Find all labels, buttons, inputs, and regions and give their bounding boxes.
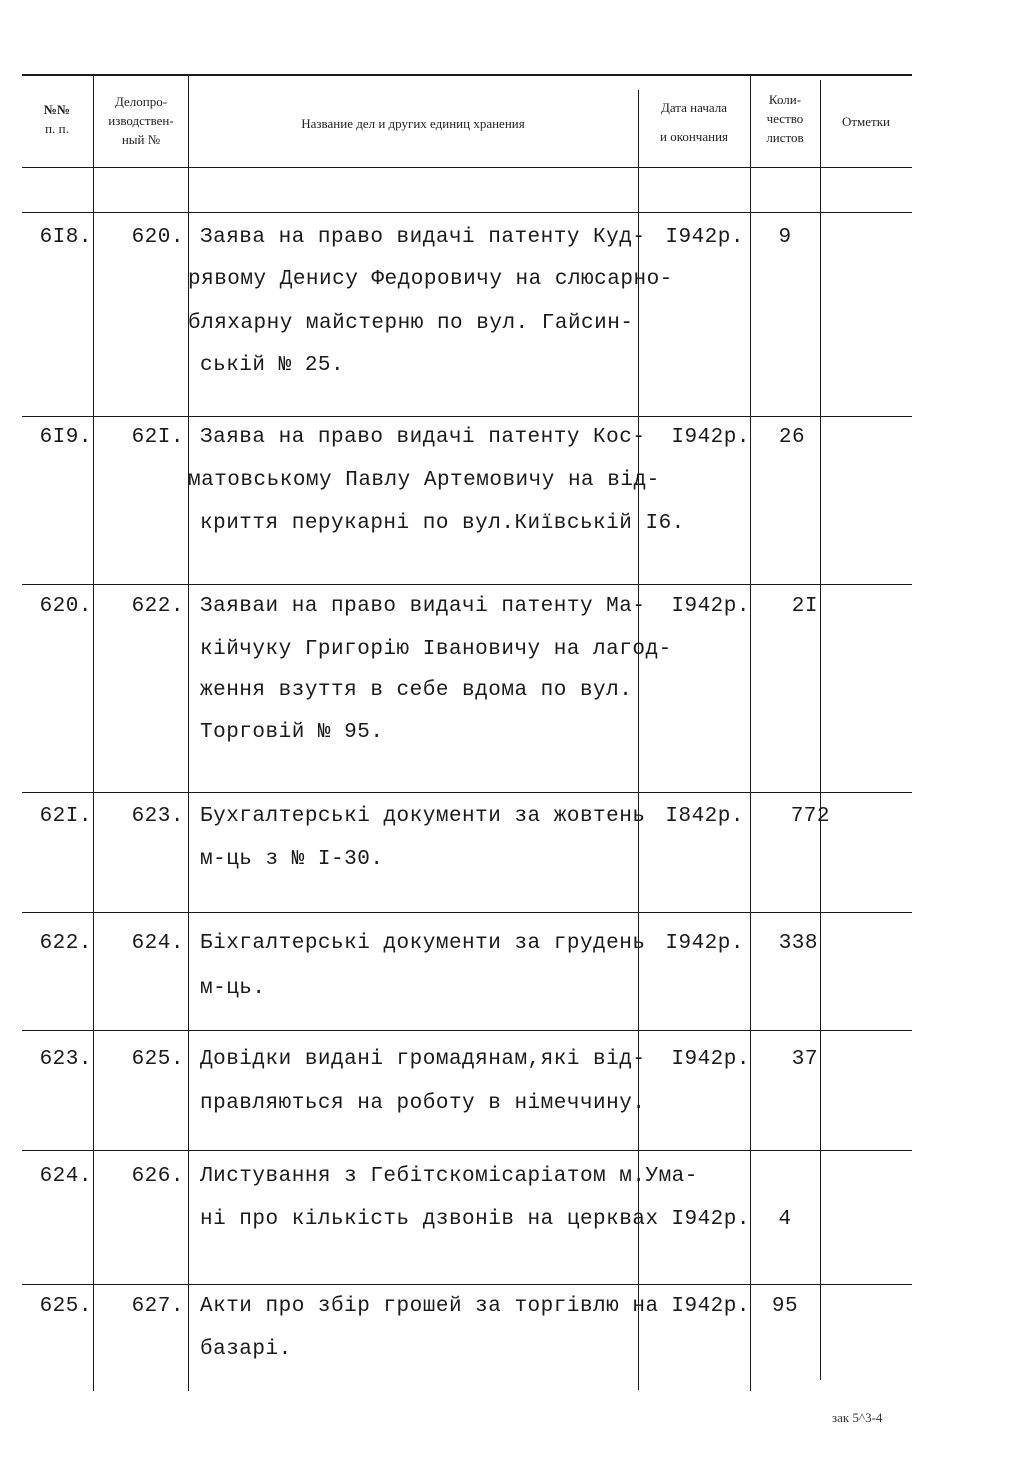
entry-top-rule [22, 912, 912, 913]
entry-title-line: Заява на право видачі патенту Кос- [200, 426, 646, 449]
entry-number: 624. [39, 1165, 92, 1188]
entry-top-rule [22, 212, 912, 213]
header-col-count-line: Коли- [768, 92, 802, 107]
entry-office-number: 622. [131, 595, 184, 618]
entry-title-line: Заяваи на право видачі патенту Ма- [200, 595, 646, 618]
header-col-office-line: Делопро- [114, 94, 168, 109]
header-col-title: Название дел и других единиц хранения [301, 116, 525, 131]
entry-top-rule [22, 1030, 912, 1031]
entry-title-line: матовському Павлу Артемовичу на від- [188, 469, 660, 492]
entry-number: 622. [39, 932, 92, 955]
header-col-dates-line: Дата начала [660, 100, 728, 115]
header-top-rule [22, 74, 912, 76]
entry-office-number: 624. [131, 932, 184, 955]
entry-number: 6I9. [39, 426, 92, 449]
header-bottom-rule [22, 167, 912, 168]
header-col-office-line: ный № [121, 132, 161, 147]
entry-title-line: м-ць. [200, 977, 266, 1000]
entry-sheet-count: 9 [778, 226, 792, 249]
entry-number: 625. [39, 1295, 92, 1318]
column-rule-5 [820, 80, 821, 1380]
entry-sheet-count: 4 [778, 1208, 792, 1231]
entry-date: I942р. [665, 932, 744, 955]
entry-date: I942р. [671, 426, 750, 449]
entry-date: I942р. [671, 1208, 750, 1231]
entry-title-line: бляхарну майстерню по вул. Гайсин- [188, 312, 634, 335]
entry-office-number: 625. [131, 1048, 184, 1071]
entry-number: 623. [39, 1048, 92, 1071]
entry-title-line: правляються на роботу в німеччину. [200, 1092, 646, 1115]
entry-title-line: Бухгалтерські документи за жовтень [200, 805, 646, 828]
column-rule-1 [93, 76, 94, 1391]
header-col-no-line: №№ [43, 102, 71, 117]
entry-sheet-count: 2I [791, 595, 818, 618]
entry-title-line: кійчуку Григорію Івановичу на лагод- [200, 638, 672, 661]
print-order-mark: зак 5^3-4 [832, 1410, 883, 1425]
entry-title-line: рявому Денису Федоровичу на слюсарно- [188, 268, 673, 291]
entry-title-line: криття перукарні по вул.Київській I6. [200, 512, 685, 535]
entry-sheet-count: 772 [790, 805, 830, 828]
header-col-count [752, 90, 818, 147]
entry-title-line: ні про кількість дзвонів на церквах [200, 1208, 659, 1231]
entry-title-line: Листування з Гебітскомісаріатом м.Ума- [200, 1165, 698, 1188]
entry-office-number: 62I. [131, 426, 184, 449]
entry-date: I842р. [665, 805, 744, 828]
header-col-no-line: п. п. [45, 121, 69, 136]
entry-number: 620. [39, 595, 92, 618]
entry-title-line: Біхгалтерські документи за грудень [200, 932, 646, 955]
entry-title-line: ській № 25. [200, 354, 345, 377]
header-col-dates [640, 98, 748, 146]
entry-title-line: ження взуття в себе вдома по вул. [200, 679, 633, 702]
entry-sheet-count: 95 [771, 1295, 799, 1318]
entry-title-line: Довідки видані громадянам,які від- [200, 1048, 646, 1071]
entry-date: I942р. [671, 1048, 750, 1071]
header-col-count-line: листов [766, 130, 804, 145]
entry-top-rule [22, 584, 912, 585]
entry-title-line: Заява на право видачі патенту Куд- [200, 226, 646, 249]
entry-office-number: 626. [131, 1165, 184, 1188]
header-col-office-line: изводствен- [108, 113, 174, 128]
entry-office-number: 623. [131, 805, 184, 828]
header-col-office [95, 92, 187, 149]
entry-title-line: базарі. [200, 1338, 292, 1361]
entry-date: I942р. [665, 226, 744, 249]
entry-top-rule [22, 1284, 912, 1285]
entry-number: 62I. [39, 805, 92, 828]
header-col-no [24, 100, 90, 138]
entry-sheet-count: 26 [778, 426, 806, 449]
header-col-notes: Отметки [841, 114, 891, 129]
entry-date: I942р. [671, 1295, 750, 1318]
entry-sheet-count: 338 [778, 932, 818, 955]
header-col-dates-line: и окончания [659, 129, 729, 144]
entry-office-number: 620. [131, 226, 184, 249]
column-rule-4 [750, 76, 751, 1391]
entry-number: 6I8. [39, 226, 92, 249]
entry-top-rule [22, 792, 912, 793]
entry-title-line: м-ць з № I-30. [200, 848, 384, 871]
entry-title-line: Торговій № 95. [200, 721, 384, 744]
header-col-count-line: чество [766, 111, 804, 126]
entry-top-rule [22, 416, 912, 417]
entry-sheet-count: 37 [791, 1048, 818, 1071]
entry-title-line: Акти про збір грошей за торгівлю на [200, 1295, 659, 1318]
entry-office-number: 627. [131, 1295, 184, 1318]
entry-top-rule [22, 1150, 912, 1151]
entry-date: I942р. [671, 595, 750, 618]
